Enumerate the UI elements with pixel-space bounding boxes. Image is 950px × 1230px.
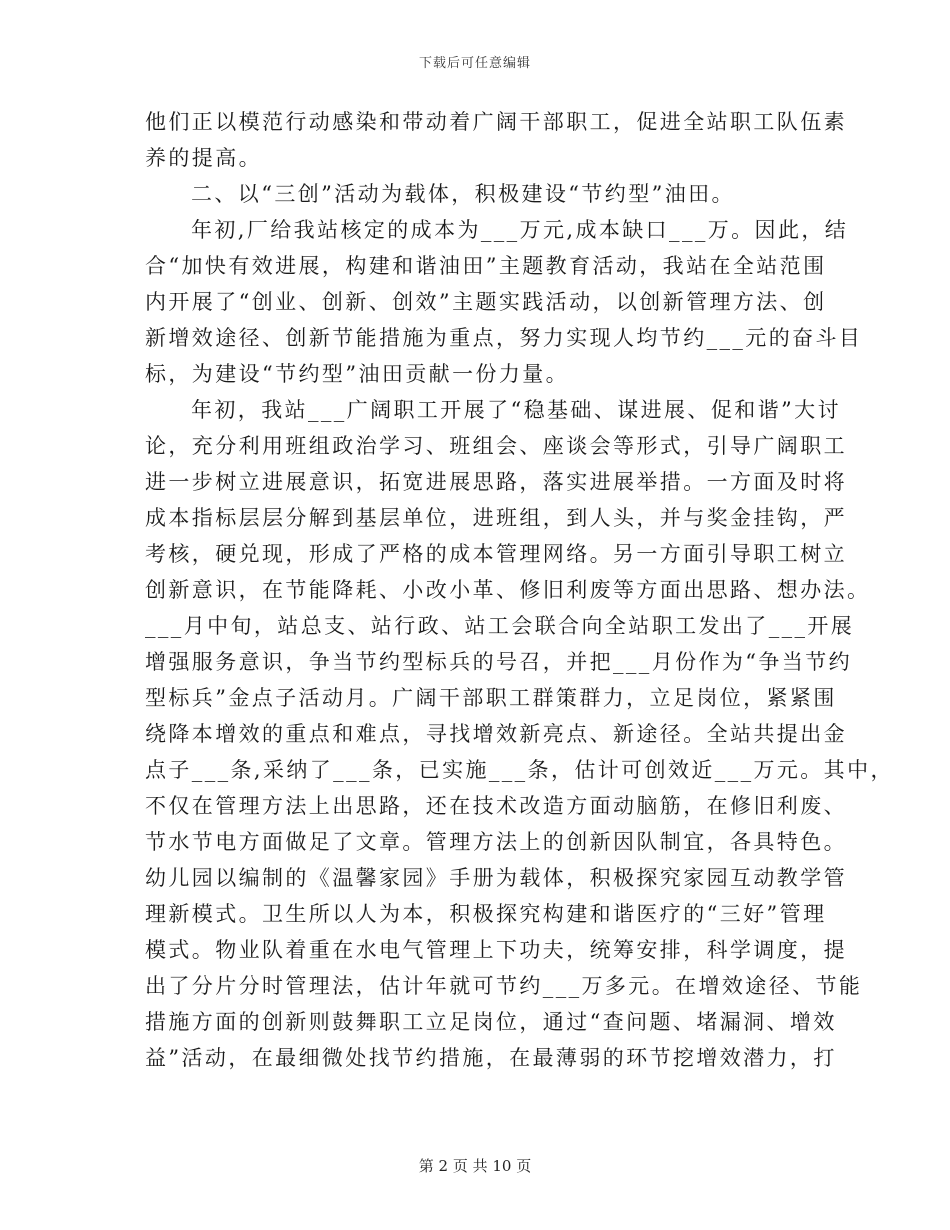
body-line: 他们正以模范行动感染和带动着广阔干部职工，促进全站职工队伍素 — [145, 110, 847, 134]
section-heading: 二、以“三创”活动为载体，积极建设“节约型”油田。 — [191, 182, 735, 206]
body-line: 幼儿园以编制的《温馨家园》手册为载体，积极探究家园互动教学管 — [145, 866, 847, 890]
body-line: 节水节电方面做足了文章。管理方法上的创新因队制宜，各具特色。 — [145, 830, 847, 854]
body-line: 理新模式。卫生所以人为本，积极探究构建和谐医疗的“三好”管理 — [145, 902, 827, 926]
document-body — [145, 104, 894, 1076]
body-line: 成本指标层层分解到基层单位，进班组，到人头，并与奖金挂钩，严 — [145, 506, 847, 530]
body-line: 养的提高。 — [145, 146, 262, 170]
body-line: 增强服务意识，争当节约型标兵的号召，并把___月份作为“争当节约 — [145, 650, 853, 674]
body-line: 出了分片分时管理法，估计年就可节约___万多元。在增效途径、节能 — [145, 974, 863, 998]
body-line: 进一步树立进展意识，拓宽进展思路，落实进展举措。一方面及时将 — [145, 470, 847, 494]
body-line: 绕降本增效的重点和难点，寻找增效新亮点、新途径。全站共提出金 — [145, 722, 847, 746]
body-line: 措施方面的创新则鼓舞职工立足岗位，通过“查问题、堵漏洞、增效 — [145, 1010, 837, 1034]
body-line: ___月中旬，站总支、站行政、站工会联合向全站职工发出了___开展 — [145, 614, 855, 638]
page-number: 第 2 页 共 10 页 — [418, 1157, 532, 1175]
body-line: 点子___条,采纳了___条，已实施___条，估计可创效近___万元。其中， — [145, 758, 894, 782]
body-line: 模式。物业队着重在水电气管理上下功夫，统筹安排，科学调度，提 — [145, 938, 847, 962]
page-header: 下载后可任意编辑 — [418, 56, 531, 71]
body-line: 内开展了“创业、创新、创效”主题实践活动，以创新管理方法、创 — [145, 290, 827, 314]
body-line: 新增效途径、创新节能措施为重点，努力实现人均节约___元的奋斗目 — [145, 326, 863, 350]
body-line: 益”活动，在最细微处找节约措施，在最薄弱的环节挖增效潜力，打 — [145, 1046, 837, 1070]
body-line: 论，充分利用班组政治学习、班组会、座谈会等形式，引导广阔职工 — [145, 434, 847, 458]
body-line: 年初，我站___广阔职工开展了“稳基础、谋进展、促和谐”大讨 — [191, 398, 841, 422]
body-line: 创新意识，在节能降耗、小改小革、修旧利废等方面出思路、想办法。 — [145, 578, 871, 602]
body-line: 考核，硬兑现，形成了严格的成本管理网络。另一方面引导职工树立 — [145, 542, 847, 566]
body-line: 年初,厂给我站核定的成本为___万元,成本缺口___万。因此，结 — [191, 218, 849, 242]
body-line: 合“加快有效进展，构建和谐油田”主题教育活动，我站在全站范围 — [145, 254, 827, 278]
body-line: 标，为建设“节约型”油田贡献一份力量。 — [145, 362, 570, 386]
body-line: 型标兵”金点子活动月。广阔干部职工群策群力，立足岗位，紧紧围 — [145, 686, 837, 710]
body-line: 不仅在管理方法上出思路，还在技术改造方面动脑筋，在修旧利废、 — [145, 794, 847, 818]
